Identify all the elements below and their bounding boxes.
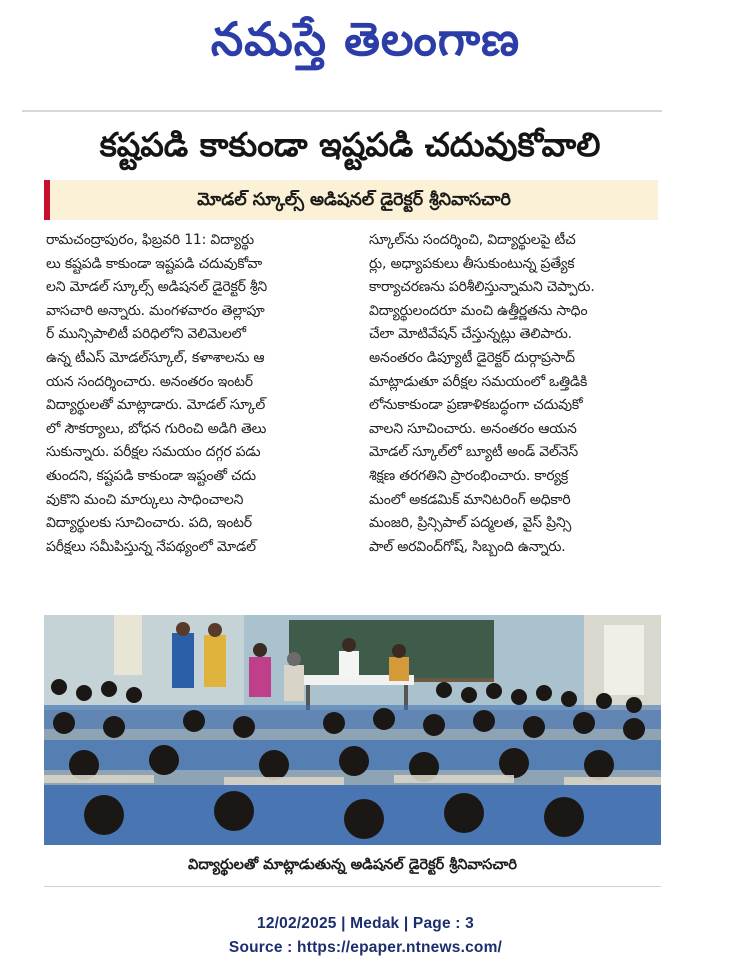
article-text-line: తుందని, కష్టపడి కాకుండా ఇష్టంతో చదు <box>46 467 256 484</box>
article-column-left <box>46 229 356 607</box>
article-text-line: మాట్లాడుతూ పరీక్షల సమయంలో ఒత్తిడికి <box>369 373 588 390</box>
article-text-line: అనంతరం డిప్యూటీ డైరెక్టర్ దుర్గాప్రసాద్ <box>369 349 575 366</box>
article-text-line: ఉన్న టీఎస్ మోడల్‌స్కూల్, కళాశాలను ఆ <box>46 349 265 366</box>
article-text-line: పరీక్షలు సమీపిస్తున్న నేపథ్యంలో మోడల్ <box>46 538 256 555</box>
bottom-divider <box>44 886 661 887</box>
article-text-line: వుకొని మంచి మార్కులు సాధించాలని <box>46 491 244 508</box>
article-text-line: వాసచారి అన్నారు. మంగళవారం తెల్లాపూ <box>46 302 265 319</box>
article-text-line: విద్యార్థులందరూ మంచి ఉత్తీర్ణతను సాధిం <box>369 302 588 319</box>
top-divider <box>22 110 662 112</box>
article-text-line: ర్ మున్సిపాలిటీ పరిధిలోని వెలిమెలలో <box>46 326 246 343</box>
article-text-line: లోనుకాకుండా ప్రణాళికబద్ధంగా చదువుకో <box>369 397 583 414</box>
article-text-line: మోడల్ స్కూల్‌లో బ్యూటీ అండ్ వెల్‌నెస్ <box>369 444 579 461</box>
article-text-line: సుకున్నారు. పరీక్షల సమయం దగ్గర పడు <box>46 444 261 461</box>
article-text-line: చేలా మోటివేషన్ చేస్తున్నట్లు తెలిపారు. <box>369 326 572 343</box>
photo-caption: విద్యార్థులతో మాట్లాడుతున్న అడిషనల్ డైరెక్టర్ శ్రీనివాసచారి <box>188 857 517 873</box>
subheadline-box <box>44 180 658 220</box>
source-link[interactable]: Source : https://epaper.ntnews.com/ <box>228 939 503 956</box>
article-text-line: మంజరి, ప్రిన్సిపాల్ పద్మలత, వైస్ ప్రిన్సి <box>369 515 572 532</box>
classroom-photo <box>44 615 661 845</box>
article-text-line: స్కూల్‌ను సందర్శించి, విద్యార్థులపై టీచ <box>369 232 576 248</box>
article-text-line: పాల్ అరవింద్‌గోష్, సిబ్బంది ఉన్నారు. <box>369 538 566 555</box>
subheadline-accent-bar <box>44 180 50 220</box>
article-text-line: లని మోడల్ స్కూల్స్ అడిషనల్ డైరెక్టర్ శ్రీని <box>46 279 268 296</box>
edition-info: 12/02/2025 | Medak | Page : 3 <box>257 915 474 932</box>
article-column-right <box>369 229 661 607</box>
article-text-line: విద్యార్థులకు సూచించారు. పది, ఇంటర్ <box>46 515 252 532</box>
article-text-line: రామచంద్రాపురం, ఫిబ్రవరి 11: విద్యార్థు <box>46 232 254 248</box>
article-text-line: యన సందర్శించారు. అనంతరం ఇంటర్ <box>46 373 253 390</box>
article-text-line: లు కష్టపడి కాకుండా ఇష్టపడి చదువుకోవా <box>46 255 262 272</box>
article-text-line: కార్యాచరణను పరిశీలిస్తున్నామని చెప్పారు. <box>369 279 595 296</box>
article-text-line: శిక్షణ తరగతిని ప్రారంభించారు. కార్యక్ర <box>369 467 568 484</box>
article-text-line: లో సౌకర్యాలు, బోధన గురించి అడిగి తెలు <box>46 420 267 437</box>
article-text-line: మంలో అకడమిక్ మానిటరింగ్ అధికారి <box>369 491 571 508</box>
article-headline: కష్టపడి కాకుండా ఇష్టపడి చదువుకోవాలి <box>99 125 601 164</box>
article-photo <box>44 615 661 845</box>
article-text-line: వాలని సూచించారు. అనంతరం ఆయన <box>369 420 577 437</box>
article-text-line: విద్యార్థులతో మాట్లాడారు. మోడల్ స్కూల్ <box>46 397 266 414</box>
masthead-logo: నమస్తే తెలంగాణ <box>210 12 521 66</box>
article-subheadline: మోడల్ స్కూల్స్ అడిషనల్ డైరెక్టర్ శ్రీనివాసచారి <box>197 190 511 210</box>
article-text-line: ర్లు, అధ్యాపకులు తీసుకుంటున్న ప్రత్యేక <box>369 255 575 272</box>
